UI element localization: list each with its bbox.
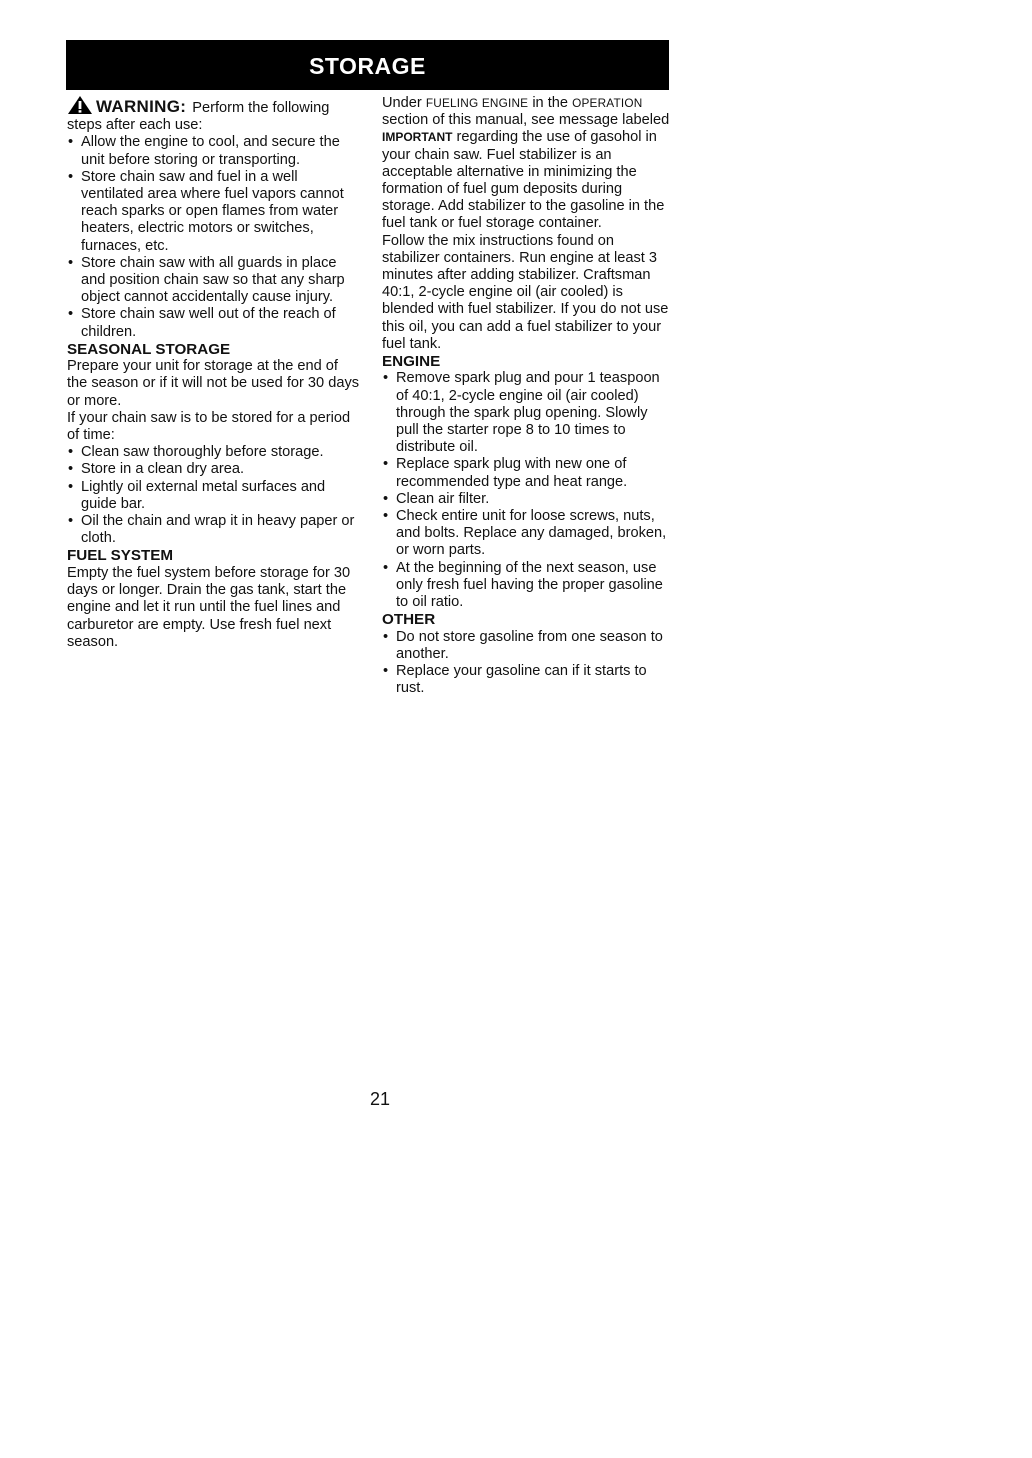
list-item: • Check entire unit for loose screws, nuts, and bolts. Replace any damaged, broken, or worn parts. — [382, 508, 673, 560]
engine-heading: ENGINE — [382, 353, 441, 371]
seasonal-storage-heading: SEASONAL STORAGE — [67, 340, 231, 358]
list-item: • Store chain saw and fuel in a well ventilated area where fuel vapors cannot reach sparks or open flames from water heaters, electric motors or switches, furnaces, etc. — [67, 169, 360, 255]
mix-instructions-paragraph: Follow the mix instructions found on stabilizer containers. Run engine at least 3 minutes after adding stabilizer. Craftsman 40:1, 2-cycle engine oil (air cooled) is blended with fuel stabilizer. If you do not use this oil, you can add a fuel stabilizer to your fuel tank. — [382, 232, 669, 352]
list-item: • Oil the chain and wrap it in heavy paper or cloth. — [67, 513, 360, 547]
seasonal-paragraph-2: If your chain saw is to be stored for a period of time: — [67, 409, 351, 444]
list-item: • Store chain saw with all guards in place and position chain saw so that any sharp object cannot accidentally cause injury. — [67, 255, 360, 307]
engine-list — [382, 370, 673, 611]
seasonal-list — [67, 444, 360, 547]
list-item: • Clean air filter. — [382, 491, 673, 508]
ref-operation: OPERATION — [572, 96, 643, 110]
fuel-stabilizer-paragraph — [382, 95, 673, 233]
other-list — [382, 629, 673, 698]
right-column — [382, 95, 673, 698]
fuel-system-heading: FUEL SYSTEM — [67, 547, 174, 565]
warning-label: WARNING: — [96, 97, 187, 116]
list-item: • Lightly oil external metal surfaces and guide bar. — [67, 479, 360, 513]
seasonal-paragraph-1: Prepare your unit for storage at the end of the season or if it will not be used for 30 days or more. — [67, 358, 360, 409]
list-item: • Remove spark plug and pour 1 teaspoon of 40:1, 2-cycle engine oil (air cooled) through the spark plug opening. Slowly pull the starter rope 8 to 10 times to distribute oil. — [382, 370, 673, 456]
list-item: • Clean saw thoroughly before storage. — [67, 444, 360, 461]
list-item: • Do not store gasoline from one season to another. — [382, 629, 673, 663]
warning-list — [67, 134, 360, 340]
list-item: • Replace spark plug with new one of recommended type and heat range. — [382, 456, 673, 490]
list-item: • Store in a clean dry area. — [67, 461, 360, 478]
section-title-banner: STORAGE — [66, 40, 669, 90]
ref-fueling-engine: FUELING ENGINE — [425, 96, 529, 110]
warning-intro — [67, 95, 360, 134]
text-under: Under — [382, 95, 422, 111]
list-item: • Store chain saw well out of the reach of children. — [67, 306, 360, 340]
warning-icon — [67, 95, 93, 115]
page-number: 21 — [369, 1089, 391, 1109]
list-item: • Allow the engine to cool, and secure the unit before storing or transporting. — [67, 134, 360, 168]
text-in-the: in the — [532, 95, 569, 111]
text-rest: regarding the use of gasohol in your chain saw. Fuel stabilizer is an acceptable alternative in minimizing the formation of fuel gum deposits during storage. Add stabilizer to the gasoline in the fuel tank or fuel storage container. — [382, 129, 665, 232]
list-item: • At the beginning of the next season, use only fresh fuel having the proper gasoline to oil ratio. — [382, 560, 673, 612]
warning-intro-text: Perform the following steps after each use: — [67, 100, 330, 134]
list-item: • Replace your gasoline can if it starts to rust. — [382, 663, 673, 697]
text-mid: section of this manual, see message labeled — [382, 112, 670, 129]
left-column — [67, 95, 360, 651]
other-heading: OTHER — [382, 611, 436, 629]
ref-important: IMPORTANT — [382, 130, 453, 145]
fuel-system-paragraph: Empty the fuel system before storage for 30 days or longer. Drain the gas tank, start the engine and let it run until the fuel lines and carburetor are empty. Use fresh fuel next season. — [67, 564, 351, 650]
